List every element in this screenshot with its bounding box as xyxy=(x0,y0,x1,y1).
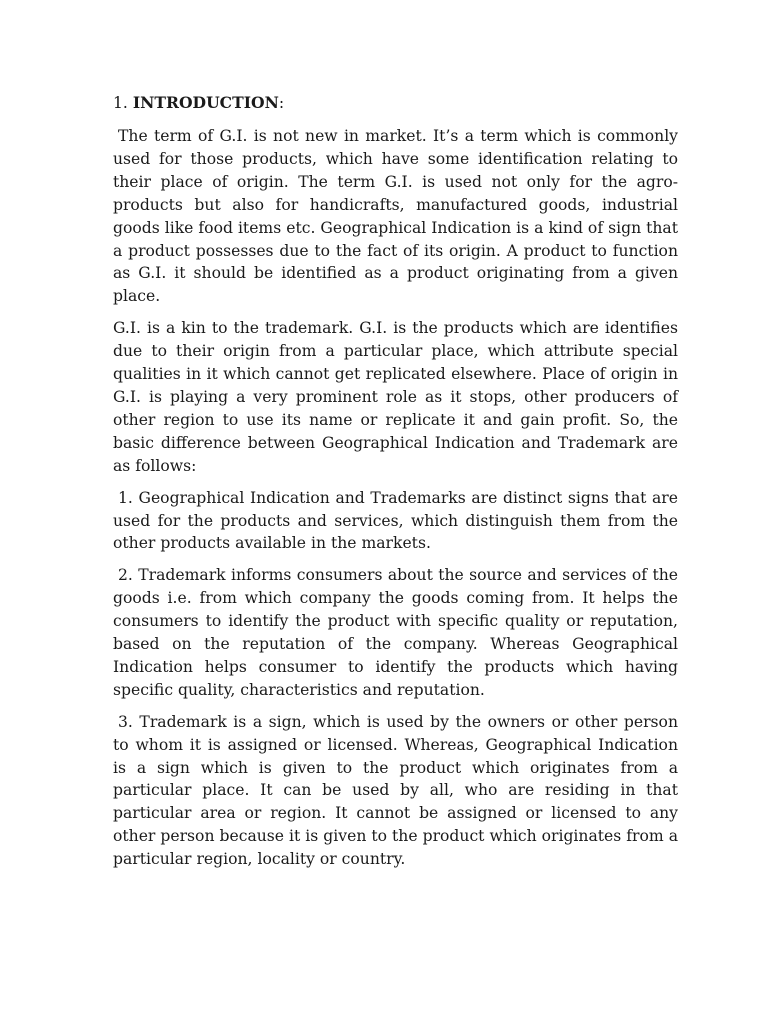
paragraph-gi-trademark: G.I. is a kin to the trademark. G.I. is the products which are identifies due to their origin from a particular place, which attribute special qualities in it which cannot get replicated elsewhere. Place of origin in G.I. is playing a very prominent role as it stops, other producers of other region to use its name or replicate it and gain profit. So, the basic difference between Geographical Indication and Trademark are as follows: xyxy=(113,319,678,475)
section-heading xyxy=(113,92,678,114)
list-item-difference-1: 1. Geographical Indication and Trademarks are distinct signs that are used for the products and services, which distinguish them from the other products available in the markets. xyxy=(113,488,678,553)
section-number: 1. xyxy=(113,94,128,112)
document-page xyxy=(113,92,678,880)
paragraph-intro: The term of G.I. is not new in market. It’s a term which is commonly used for those products, which have some identification relating to their place of origin. The term G.I. is used not only for the agro-products but also for handicrafts, manufactured goods, industrial goods like food items etc. Geographical Indication is a kind of sign that a product possesses due to the fact of its origin. A product to function as G.I. it should be identified as a product originating from a given place. xyxy=(113,127,678,306)
list-item-difference-2: 2. Trademark informs consumers about the source and services of the goods i.e. from which company the goods coming from. It helps the consumers to identify the product with specific quality or reputation, based on the reputation of the company. Whereas Geographical Indication helps consumer to identify the products which having specific quality, characteristics and reputation. xyxy=(113,566,678,699)
section-colon: : xyxy=(278,94,285,112)
section-title: INTRODUCTION xyxy=(132,93,279,112)
list-item-difference-3: 3. Trademark is a sign, which is used by the owners or other person to whom it is assigned or licensed. Whereas, Geographical Indication is a sign which is given to the product which originates from a particular place. It can be used by all, who are residing in that particular area or region. It cannot be assigned or licensed to any other person because it is given to the product which originates from a particular region, locality or country. xyxy=(113,712,678,869)
